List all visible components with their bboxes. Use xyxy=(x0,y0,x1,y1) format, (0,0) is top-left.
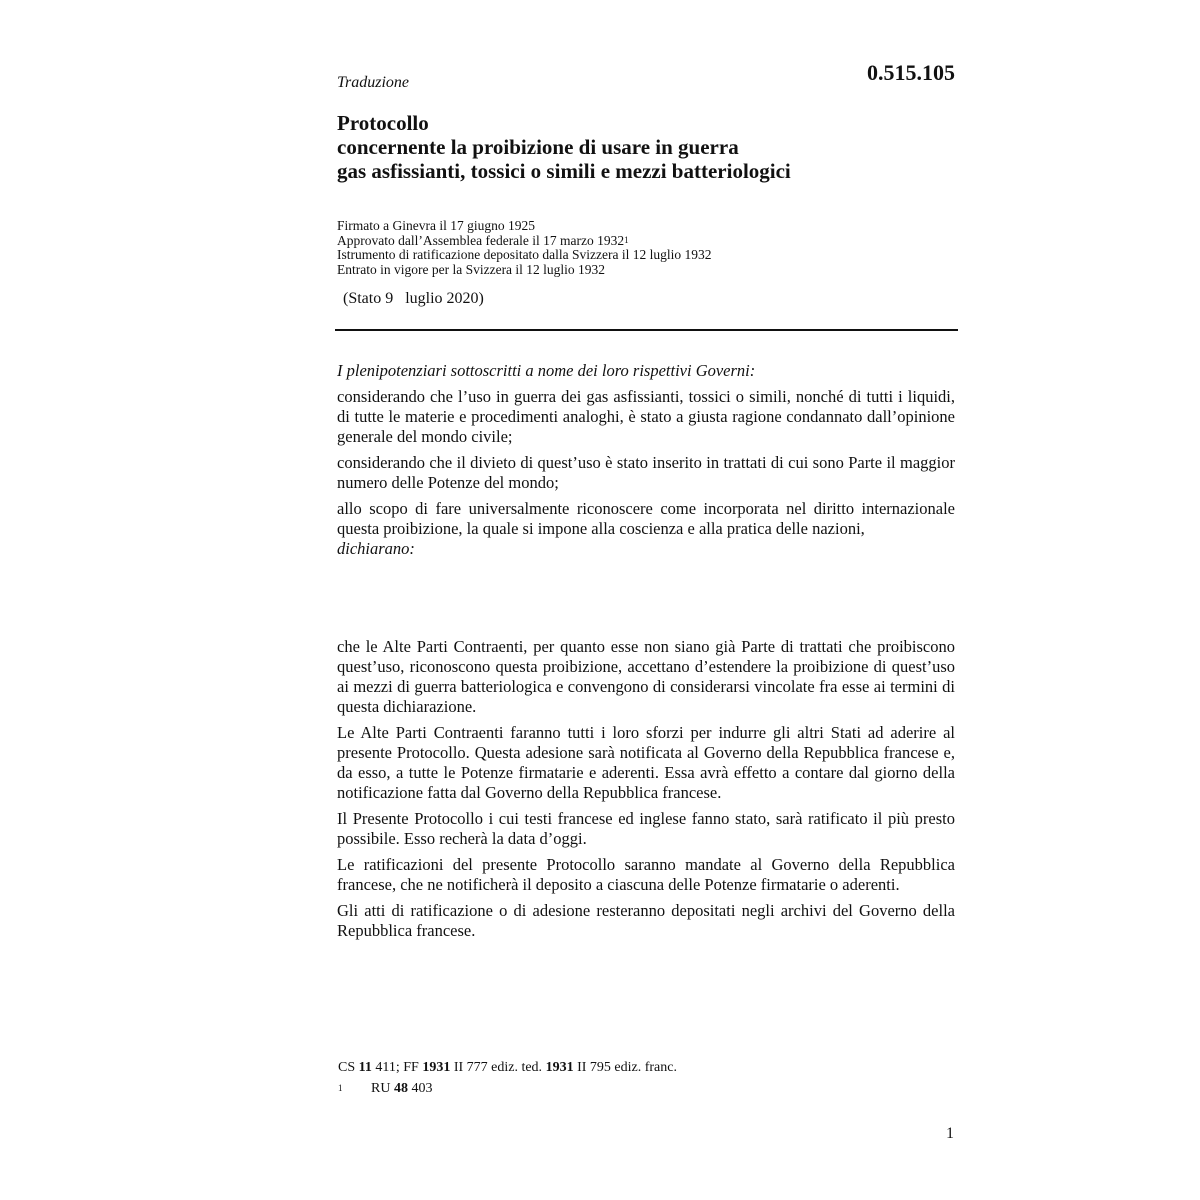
article-paragraph-1: che le Alte Parti Contraenti, per quanto esse non siano già Parte di trattati che proibiscono quest’uso, riconoscono questa proibizione, accettano d’estendere la proibizione di quest’uso ai mezzi di guerra batteriologica e convengono di considerarsi vincolate fra esse ai termini di questa dichiarazione. xyxy=(337,637,955,716)
footnote-source-text: II 795 ediz. franc. xyxy=(573,1060,677,1075)
footnote-source-year: 1931 xyxy=(422,1060,451,1075)
meta-in-force: Entrato in vigore per la Svizzera il 12 luglio 1932 xyxy=(337,261,606,277)
footnote-1-text: 403 xyxy=(407,1081,433,1096)
footnote-1-marker: 1 xyxy=(338,1083,343,1093)
header-divider xyxy=(335,329,958,331)
meta-signed: Firmato a Ginevra il 17 giugno 1925 xyxy=(337,218,535,233)
preamble-paragraph-1: considerando che l’uso in guerra dei gas asfissianti, tossici o simili, nonché di tutti i liquidi, di tutte le materie e procedimenti analoghi, è stato a giusta ragione condannato dall’opinione generale del mondo civile; xyxy=(337,387,955,446)
document-meta xyxy=(337,219,712,277)
title-line-1: Protocollo xyxy=(337,111,429,135)
preamble-declare: dichiarano: xyxy=(337,539,415,558)
preamble xyxy=(337,361,955,565)
preamble-intro: I plenipotenziari sottoscritti a nome dei loro rispettivi Governi: xyxy=(337,361,756,380)
articles xyxy=(337,637,955,947)
title-line-2: concernente la proibizione di usare in guerra xyxy=(337,135,739,159)
article-paragraph-3: Il Presente Protocollo i cui testi francese ed inglese fanno stato, sarà ratificato il più presto possibile. Esso recherà la data d’oggi. xyxy=(337,809,955,848)
sr-number: 0.515.105 xyxy=(867,60,955,85)
footnote-ref-1[interactable]: 1 xyxy=(624,234,629,245)
footnote-1-text: RU xyxy=(371,1081,394,1096)
footnote-source-text: 411; FF xyxy=(371,1060,423,1075)
footnote-source-volume: 11 xyxy=(358,1060,372,1075)
article-paragraph-4: Le ratificazioni del presente Protocollo saranno mandate al Governo della Repubblica francese, che ne notificherà il deposito a ciascuna delle Potenze firmatarie o aderenti. xyxy=(337,855,955,894)
footnote-1-volume: 48 xyxy=(393,1081,408,1096)
document-label: Traduzione xyxy=(337,74,410,91)
footnote-source-text: II 777 ediz. ted. xyxy=(450,1060,546,1075)
preamble-paragraph-2: considerando che il divieto di quest’uso è stato inserito in trattati di cui sono Parte il maggior numero delle Potenze del mondo; xyxy=(337,453,955,492)
meta-approved-line xyxy=(337,234,712,249)
article-paragraph-2: Le Alte Parti Contraenti faranno tutti i loro sforzi per indurre gli altri Stati ad aderire al presente Protocollo. Questa adesione sarà notificata al Governo della Repubblica francese e, da esso, a tutte le Potenze firmatarie e aderenti. Essa avrà effetto a contare dal giorno della notificazione fatta dal Governo della Repubblica francese. xyxy=(337,723,955,802)
footnote-1 xyxy=(338,1080,432,1098)
preamble-paragraph-3: allo scopo di fare universalmente riconoscere come incorporata nel diritto internazionale questa proibizione, la quale si impone alla coscienza e alla pratica delle nazioni, xyxy=(337,499,955,538)
meta-ratified: Istrumento di ratificazione depositato dalla Svizzera il 12 luglio 1932 xyxy=(337,247,712,262)
document-status: (Stato 9 luglio 2020) xyxy=(343,290,484,307)
footnote-source-text: CS xyxy=(338,1060,359,1075)
article-paragraph-5: Gli atti di ratificazione o di adesione resteranno depositati negli archivi del Governo della Repubblica francese. xyxy=(337,901,955,940)
document-title xyxy=(337,111,957,183)
meta-approved: Approvato dall’Assemblea federale il 17 marzo 1932 xyxy=(337,232,625,248)
title-line-3: gas asfissianti, tossici o simili e mezzi batteriologici xyxy=(337,159,791,183)
footnote-source-year: 1931 xyxy=(545,1060,574,1075)
footnote-source xyxy=(338,1059,677,1077)
page-number: 1 xyxy=(946,1125,954,1142)
